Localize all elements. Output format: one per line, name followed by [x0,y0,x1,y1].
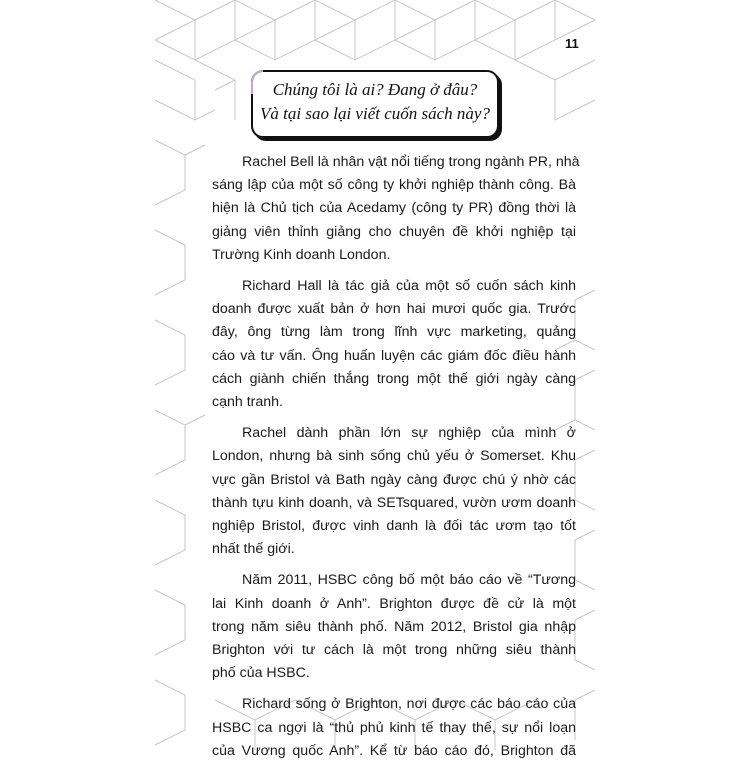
text-line: cáo và tư vấn. Ông huấn luyện các giám đốc điều hành [212,347,576,364]
text-line: cách giành chiến thắng trong một thế giới ngày càng [212,370,576,387]
text-line: thành tựu kinh doanh, và SETsquared, vườn ươm doanh [212,494,576,511]
chapter-heading-line-2: Và tại sao lại viết cuốn sách này? [260,104,490,123]
text-line: trong năm siêu thành phố. Năm 2012, Bristol gia nhập [212,618,576,635]
paragraph-rachel-career [212,422,576,561]
text-line: Brighton với tư cách là một trong những siêu thành [212,642,576,659]
text-line: Rachel dành phần lớn sự nghiệp của mình ở [242,425,576,442]
text-line: giảng viên thỉnh giảng cho chuyên đề khởi nghiệp tại [212,223,576,240]
paragraph-rachel-bell [212,151,580,267]
text-line: Richard sống ở Brighton, nơi được các báo cáo của [242,696,576,713]
text-line: London, nhưng bà sinh sống chủ yếu ở Somerset. Khu [212,448,576,465]
text-line: Trường Kinh doanh London. [212,246,391,263]
text-line: hiện là Chủ tịch của Acedamy (công ty PR) đồng thời là [212,200,576,217]
text-line: nghiệp Bristol, được vinh danh là đối tác ươm tạo tốt [212,518,576,535]
text-line: Richard Hall là tác giả của một số cuốn sách kinh [242,278,576,295]
text-line: cạnh tranh. [212,394,283,411]
text-line: HSBC ca ngợi là “thủ phủ kinh tế thay thế, sự nổi loạn [212,719,576,736]
text-line: đây, ông từng làm trong lĩnh vực marketing, quảng [212,324,576,341]
text-line: Năm 2011, HSBC công bố một báo cáo về “Tương [242,572,576,589]
text-line: Rachel Bell là nhân vật nổi tiếng trong ngành PR, nhà [242,154,580,170]
text-line: phố của HSBC. [212,665,310,682]
text-line: của Vương quốc Anh”. Kể từ báo cáo đó, Brighton đã [212,742,576,759]
chapter-heading-line-1: Chúng tôi là ai? Đang ở đâu? [272,80,478,99]
text-line: nhất thế giới. [212,541,295,558]
text-line: vực gần Bristol và Bath ngày càng được chú ý nhờ các [212,471,576,488]
text-line: lai Kinh doanh ở Anh”. Brighton được đề cử là một [212,595,576,612]
paragraph-richard-brighton [212,693,576,763]
paragraph-richard-hall [212,275,576,414]
body-text [212,151,580,763]
book-page [155,0,595,759]
page-number: 11 [565,36,579,51]
text-line: sáng lập của một số công ty khởi nghiệp thành công. Bà [212,177,576,194]
paragraph-hsbc-report [212,569,576,685]
text-line: doanh được xuất bản ở hơn hai mươi quốc gia. Trước [212,301,576,318]
chapter-heading-box [251,70,499,138]
